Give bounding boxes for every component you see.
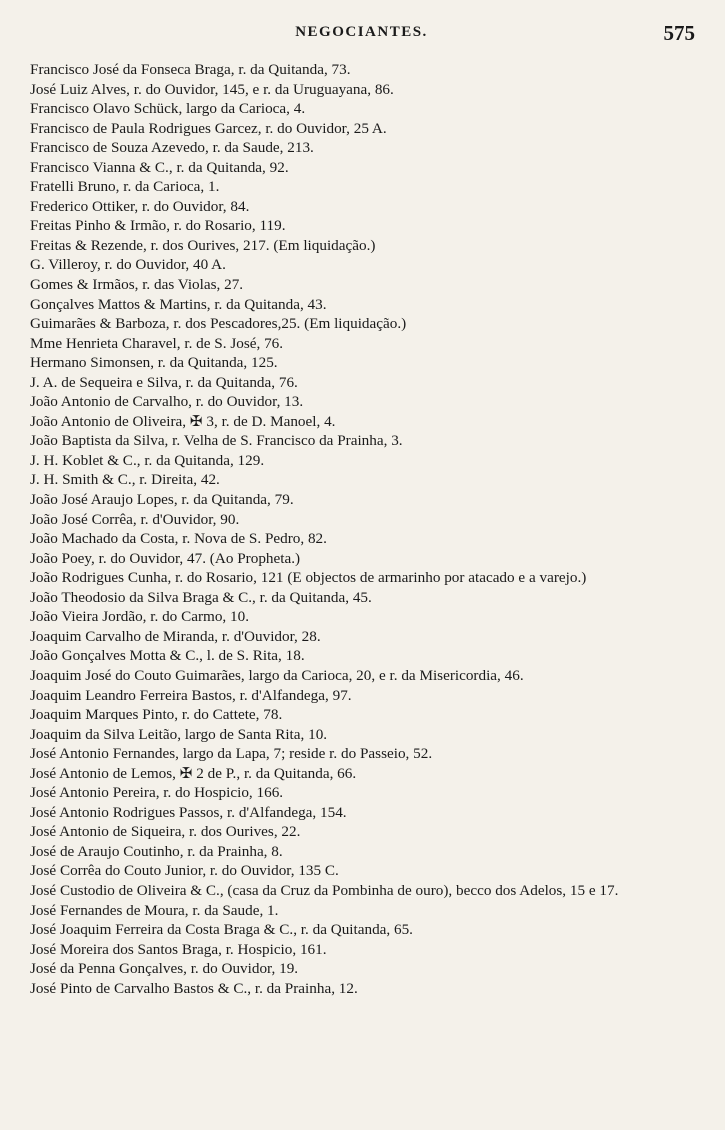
merchant-entry: Francisco Vianna & C., r. da Quitanda, 92.	[30, 158, 289, 176]
merchant-entry: Gomes & Irmãos, r. das Violas, 27.	[30, 276, 244, 294]
merchant-entry: Joaquim Marques Pinto, r. do Cattete, 78.	[30, 706, 283, 724]
merchant-entry: José Antonio Pereira, r. do Hospicio, 166.	[30, 784, 284, 802]
merchant-entry: José Antonio de Lemos, ✠ 2 de P., r. da Quitanda, 66.	[30, 764, 357, 782]
merchant-entry: Francisco José da Fonseca Braga, r. da Quitanda, 73.	[30, 61, 351, 78]
merchant-entry: José Corrêa do Couto Junior, r. do Ouvidor, 135 C.	[30, 862, 339, 880]
merchant-entry: Freitas Pinho & Irmão, r. do Rosario, 119.	[30, 217, 286, 235]
merchant-entry: Freitas & Rezende, r. dos Ourives, 217. (Em liquidação.)	[30, 236, 376, 254]
merchant-entry: João Rodrigues Cunha, r. do Rosario, 121 (E objectos de armarinho por atacado e a varejo.)	[30, 569, 587, 587]
merchant-entry: João Antonio de Oliveira, ✠ 3, r. de D. Manoel, 4.	[30, 412, 336, 430]
merchant-entry: João José Corrêa, r. d'Ouvidor, 90.	[30, 510, 240, 528]
merchant-entry: Joaquim Leandro Ferreira Bastos, r. d'Alfandega, 97.	[30, 686, 352, 704]
merchant-entry: José Joaquim Ferreira da Costa Braga & C., r. da Quitanda, 65.	[30, 921, 413, 939]
merchant-entry: Joaquim Carvalho de Miranda, r. d'Ouvidor, 28.	[30, 627, 321, 645]
merchant-entry: Francisco Olavo Schück, largo da Carioca, 4.	[30, 100, 306, 118]
merchant-entry: José Luiz Alves, r. do Ouvidor, 145, e r. da Uruguayana, 86.	[30, 80, 394, 98]
merchant-entry: José da Penna Gonçalves, r. do Ouvidor, 19.	[30, 960, 299, 978]
merchant-entry: João Baptista da Silva, r. Velha de S. Francisco da Prainha, 3.	[30, 432, 403, 450]
merchant-entry: José de Araujo Coutinho, r. da Prainha, 8.	[30, 842, 283, 860]
merchant-entry: Guimarães & Barboza, r. dos Pescadores,25. (Em liquidação.)	[30, 315, 407, 333]
merchant-entry: J. H. Koblet & C., r. da Quitanda, 129.	[30, 451, 265, 469]
merchant-entry: José Custodio de Oliveira & C., (casa da Cruz da Pombinha de ouro), becco dos Adelos, 15 e 17.	[30, 881, 619, 899]
merchant-entry: J. A. de Sequeira e Silva, r. da Quitanda, 76.	[30, 373, 298, 391]
merchant-entry: Joaquim da Silva Leitão, largo de Santa Rita, 10.	[30, 725, 328, 743]
merchant-entry: Joaquim José do Couto Guimarães, largo da Carioca, 20, e r. da Misericordia, 46.	[30, 666, 524, 684]
merchant-entry: Fratelli Bruno, r. da Carioca, 1.	[30, 178, 220, 196]
merchant-entry: José Antonio de Siqueira, r. dos Ourives, 22.	[30, 823, 301, 841]
merchant-entry: Frederico Ottiker, r. do Ouvidor, 84.	[30, 197, 250, 215]
merchant-list	[30, 60, 695, 998]
merchant-entry: João Gonçalves Motta & C., l. de S. Rita, 18.	[30, 647, 305, 665]
merchant-entry: G. Villeroy, r. do Ouvidor, 40 A.	[30, 256, 226, 274]
merchant-entry: Mme Henrieta Charavel, r. de S. José, 76.	[30, 334, 284, 352]
merchant-entry: Gonçalves Mattos & Martins, r. da Quitanda, 43.	[30, 295, 327, 313]
merchant-entry: José Pinto de Carvalho Bastos & C., r. da Prainha, 12.	[30, 979, 358, 997]
merchant-entry: João Poey, r. do Ouvidor, 47. (Ao Propheta.)	[30, 549, 301, 567]
merchant-entry: José Antonio Fernandes, largo da Lapa, 7; reside r. do Passeio, 52.	[30, 745, 433, 763]
merchant-entry: João Vieira Jordão, r. do Carmo, 10.	[30, 608, 249, 626]
merchant-entry: José Moreira dos Santos Braga, r. Hospicio, 161.	[30, 940, 327, 958]
merchant-entry: João Theodosio da Silva Braga & C., r. da Quitanda, 45.	[30, 588, 372, 606]
merchant-entry: João José Araujo Lopes, r. da Quitanda, 79.	[30, 491, 294, 509]
section-title: NEGOCIANTES.	[295, 24, 428, 40]
merchant-entry: Francisco de Souza Azevedo, r. da Saude, 213.	[30, 139, 314, 157]
page-number: 575	[663, 21, 695, 45]
merchant-entry: José Antonio Rodrigues Passos, r. d'Alfandega, 154.	[30, 803, 347, 821]
merchant-entry: José Fernandes de Moura, r. da Saude, 1.	[30, 901, 279, 919]
merchant-entry: Hermano Simonsen, r. da Quitanda, 125.	[30, 354, 278, 372]
merchant-entry: J. H. Smith & C., r. Direita, 42.	[30, 471, 220, 489]
merchant-entry: João Machado da Costa, r. Nova de S. Pedro, 82.	[30, 530, 327, 548]
merchant-entry: João Antonio de Carvalho, r. do Ouvidor, 13.	[30, 393, 304, 411]
page-header	[28, 21, 695, 54]
merchant-entry: Francisco de Paula Rodrigues Garcez, r. do Ouvidor, 25 A.	[30, 119, 387, 137]
